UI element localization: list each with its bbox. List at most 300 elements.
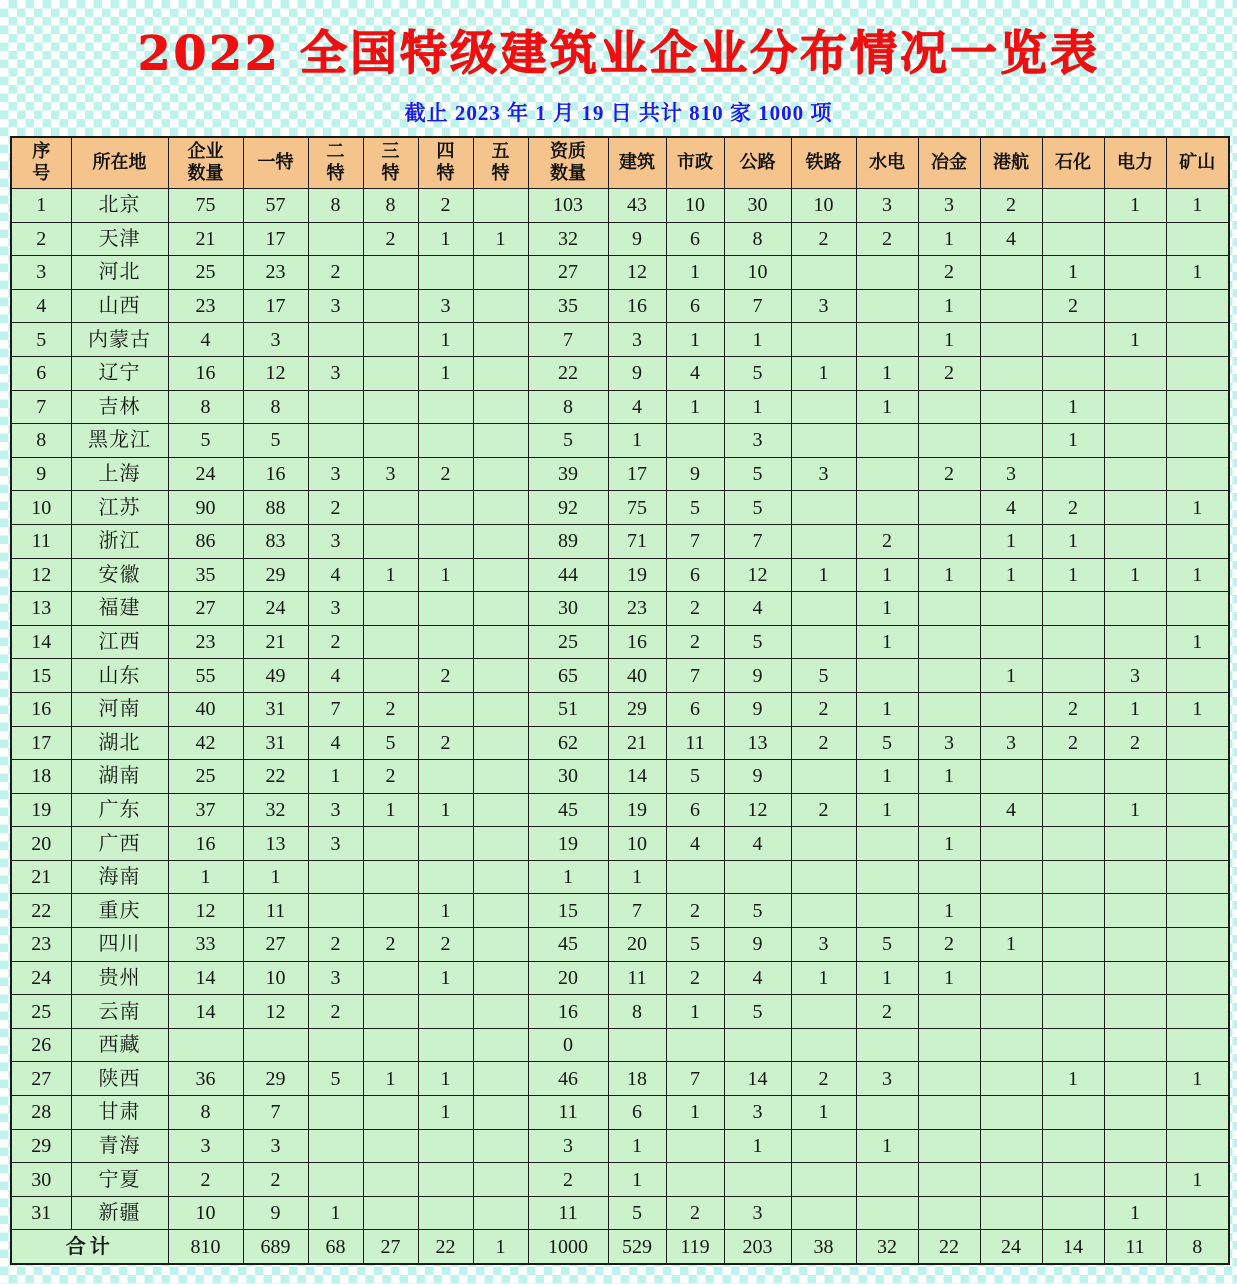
- column-header-qiye-shuliang: 企业 数量: [168, 137, 243, 189]
- cell-suozaidi: 海南: [71, 860, 168, 894]
- cell-yite: 3: [243, 1129, 308, 1163]
- cell-yejin: [918, 524, 980, 558]
- cell-ganghang: [980, 894, 1042, 928]
- cell-site: 2: [418, 659, 473, 693]
- cell-shihua: [1042, 928, 1104, 962]
- table-row: [11, 961, 1229, 995]
- cell-suozaidi: 湖南: [71, 760, 168, 794]
- cell-jianzhu: 20: [608, 928, 666, 962]
- total-cell-site: 22: [418, 1230, 473, 1264]
- column-header-jianzhu: 建筑: [608, 137, 666, 189]
- cell-suozaidi: 重庆: [71, 894, 168, 928]
- cell-jianzhu: 29: [608, 692, 666, 726]
- cell-qiye-shuliang: 8: [168, 390, 243, 424]
- cell-wute: [473, 1129, 528, 1163]
- cell-kuangshan: [1166, 356, 1229, 390]
- cell-dianli: [1104, 760, 1166, 794]
- cell-shuidian: [856, 256, 918, 290]
- cell-jianzhu: 9: [608, 222, 666, 256]
- cell-sante: [363, 1028, 418, 1062]
- column-header-shihua: 石化: [1042, 137, 1104, 189]
- column-header-site: 四 特: [418, 137, 473, 189]
- cell-gonglu: 7: [724, 289, 791, 323]
- cell-wute: [473, 692, 528, 726]
- cell-erte: 3: [308, 289, 363, 323]
- cell-yejin: [918, 1196, 980, 1230]
- cell-tielu: [791, 323, 856, 357]
- cell-erte: 3: [308, 793, 363, 827]
- cell-suozaidi: 广东: [71, 793, 168, 827]
- cell-qiye-shuliang: 16: [168, 356, 243, 390]
- cell-gonglu: 5: [724, 995, 791, 1029]
- cell-sante: 2: [363, 928, 418, 962]
- cell-wute: [473, 491, 528, 525]
- cell-suozaidi: 北京: [71, 189, 168, 223]
- cell-ganghang: 3: [980, 726, 1042, 760]
- cell-shihua: [1042, 457, 1104, 491]
- cell-wute: [473, 726, 528, 760]
- cell-dianli: [1104, 1163, 1166, 1197]
- cell-site: 2: [418, 928, 473, 962]
- cell-jianzhu: 14: [608, 760, 666, 794]
- cell-jianzhu: 18: [608, 1062, 666, 1096]
- cell-tielu: [791, 256, 856, 290]
- cell-shizheng: 7: [666, 524, 724, 558]
- cell-qiye-shuliang: 16: [168, 827, 243, 861]
- cell-yite: 57: [243, 189, 308, 223]
- cell-xuhao: 17: [11, 726, 71, 760]
- cell-tielu: [791, 827, 856, 861]
- cell-kuangshan: 1: [1166, 189, 1229, 223]
- cell-erte: 4: [308, 558, 363, 592]
- cell-sante: [363, 592, 418, 626]
- cell-wute: [473, 1163, 528, 1197]
- cell-shizheng: 10: [666, 189, 724, 223]
- cell-yejin: [918, 860, 980, 894]
- cell-zizhi-shuliang: 19: [528, 827, 608, 861]
- cell-jianzhu: 12: [608, 256, 666, 290]
- cell-yejin: [918, 1062, 980, 1096]
- cell-site: [418, 592, 473, 626]
- total-cell-qiye-shuliang: 810: [168, 1230, 243, 1264]
- cell-wute: [473, 524, 528, 558]
- cell-suozaidi: 西藏: [71, 1028, 168, 1062]
- cell-wute: [473, 659, 528, 693]
- cell-xuhao: 1: [11, 189, 71, 223]
- cell-shuidian: 2: [856, 995, 918, 1029]
- header-row: [11, 137, 1229, 189]
- cell-shihua: [1042, 1028, 1104, 1062]
- cell-tielu: [791, 860, 856, 894]
- cell-xuhao: 8: [11, 424, 71, 458]
- cell-dianli: 3: [1104, 659, 1166, 693]
- cell-zizhi-shuliang: 22: [528, 356, 608, 390]
- cell-shizheng: [666, 424, 724, 458]
- total-row: [11, 1230, 1229, 1264]
- cell-erte: 3: [308, 356, 363, 390]
- cell-suozaidi: 河南: [71, 692, 168, 726]
- cell-gonglu: [724, 860, 791, 894]
- cell-dianli: [1104, 928, 1166, 962]
- cell-tielu: 2: [791, 222, 856, 256]
- column-header-dianli: 电力: [1104, 137, 1166, 189]
- cell-shizheng: 6: [666, 222, 724, 256]
- cell-dianli: [1104, 1028, 1166, 1062]
- cell-zizhi-shuliang: 65: [528, 659, 608, 693]
- cell-zizhi-shuliang: 25: [528, 625, 608, 659]
- column-header-yejin: 冶金: [918, 137, 980, 189]
- cell-erte: 4: [308, 659, 363, 693]
- cell-jianzhu: 1: [608, 860, 666, 894]
- cell-suozaidi: 甘肃: [71, 1096, 168, 1130]
- table-row: [11, 424, 1229, 458]
- cell-sante: [363, 860, 418, 894]
- cell-qiye-shuliang: 27: [168, 592, 243, 626]
- cell-gonglu: 3: [724, 1096, 791, 1130]
- cell-site: 1: [418, 1062, 473, 1096]
- cell-yite: 3: [243, 323, 308, 357]
- cell-shuidian: 1: [856, 625, 918, 659]
- column-header-wute: 五 特: [473, 137, 528, 189]
- cell-kuangshan: [1166, 659, 1229, 693]
- cell-sante: [363, 1196, 418, 1230]
- cell-ganghang: 3: [980, 457, 1042, 491]
- cell-shihua: 1: [1042, 256, 1104, 290]
- cell-qiye-shuliang: 2: [168, 1163, 243, 1197]
- cell-sante: 1: [363, 1062, 418, 1096]
- cell-yite: 7: [243, 1096, 308, 1130]
- cell-shihua: 2: [1042, 726, 1104, 760]
- cell-shizheng: 5: [666, 928, 724, 962]
- cell-erte: 2: [308, 928, 363, 962]
- cell-site: 1: [418, 222, 473, 256]
- cell-site: [418, 1196, 473, 1230]
- cell-dianli: [1104, 625, 1166, 659]
- cell-zizhi-shuliang: 45: [528, 793, 608, 827]
- cell-qiye-shuliang: [168, 1028, 243, 1062]
- cell-suozaidi: 福建: [71, 592, 168, 626]
- cell-erte: 2: [308, 625, 363, 659]
- cell-yejin: 2: [918, 928, 980, 962]
- table-row: [11, 222, 1229, 256]
- cell-jianzhu: 1: [608, 1163, 666, 1197]
- cell-sante: [363, 961, 418, 995]
- cell-shihua: 2: [1042, 289, 1104, 323]
- cell-jianzhu: 21: [608, 726, 666, 760]
- cell-erte: 8: [308, 189, 363, 223]
- cell-shihua: 1: [1042, 424, 1104, 458]
- cell-site: 1: [418, 558, 473, 592]
- cell-kuangshan: 1: [1166, 256, 1229, 290]
- table-row: [11, 1196, 1229, 1230]
- table-row: [11, 894, 1229, 928]
- cell-kuangshan: [1166, 424, 1229, 458]
- cell-shizheng: 2: [666, 1196, 724, 1230]
- cell-sante: [363, 1096, 418, 1130]
- cell-zizhi-shuliang: 11: [528, 1096, 608, 1130]
- cell-gonglu: 1: [724, 390, 791, 424]
- column-header-tielu: 铁路: [791, 137, 856, 189]
- cell-site: 2: [418, 726, 473, 760]
- cell-erte: [308, 1028, 363, 1062]
- cell-tielu: [791, 995, 856, 1029]
- cell-shizheng: [666, 860, 724, 894]
- cell-shuidian: 1: [856, 390, 918, 424]
- cell-shizheng: 4: [666, 827, 724, 861]
- cell-zizhi-shuliang: 30: [528, 592, 608, 626]
- cell-shizheng: 9: [666, 457, 724, 491]
- cell-yejin: [918, 1163, 980, 1197]
- cell-sante: [363, 289, 418, 323]
- cell-suozaidi: 贵州: [71, 961, 168, 995]
- total-cell-shuidian: 32: [856, 1230, 918, 1264]
- table-row: [11, 524, 1229, 558]
- cell-kuangshan: [1166, 289, 1229, 323]
- cell-xuhao: 20: [11, 827, 71, 861]
- cell-tielu: 1: [791, 356, 856, 390]
- table-row: [11, 625, 1229, 659]
- cell-xuhao: 26: [11, 1028, 71, 1062]
- cell-jianzhu: 7: [608, 894, 666, 928]
- cell-yejin: [918, 424, 980, 458]
- cell-ganghang: [980, 995, 1042, 1029]
- table-row: [11, 1096, 1229, 1130]
- cell-shihua: [1042, 760, 1104, 794]
- cell-sante: 2: [363, 760, 418, 794]
- cell-kuangshan: [1166, 860, 1229, 894]
- cell-yejin: [918, 995, 980, 1029]
- cell-xuhao: 31: [11, 1196, 71, 1230]
- cell-sante: [363, 390, 418, 424]
- cell-gonglu: 3: [724, 1196, 791, 1230]
- cell-qiye-shuliang: 24: [168, 457, 243, 491]
- cell-ganghang: 1: [980, 524, 1042, 558]
- cell-qiye-shuliang: 14: [168, 995, 243, 1029]
- cell-tielu: [791, 524, 856, 558]
- cell-yite: 49: [243, 659, 308, 693]
- cell-qiye-shuliang: 21: [168, 222, 243, 256]
- cell-dianli: [1104, 457, 1166, 491]
- cell-yejin: [918, 491, 980, 525]
- cell-wute: [473, 1196, 528, 1230]
- total-cell-shizheng: 119: [666, 1230, 724, 1264]
- cell-qiye-shuliang: 33: [168, 928, 243, 962]
- cell-shihua: [1042, 189, 1104, 223]
- cell-site: [418, 524, 473, 558]
- cell-shihua: [1042, 860, 1104, 894]
- cell-kuangshan: [1166, 827, 1229, 861]
- cell-qiye-shuliang: 10: [168, 1196, 243, 1230]
- cell-xuhao: 21: [11, 860, 71, 894]
- table-row: [11, 457, 1229, 491]
- cell-ganghang: [980, 289, 1042, 323]
- cell-kuangshan: 1: [1166, 558, 1229, 592]
- cell-site: [418, 1028, 473, 1062]
- cell-xuhao: 13: [11, 592, 71, 626]
- cell-ganghang: [980, 961, 1042, 995]
- table-row: [11, 860, 1229, 894]
- cell-shuidian: 2: [856, 222, 918, 256]
- cell-sante: [363, 625, 418, 659]
- column-header-suozaidi: 所在地: [71, 137, 168, 189]
- column-header-gonglu: 公路: [724, 137, 791, 189]
- cell-shizheng: 1: [666, 995, 724, 1029]
- cell-site: 3: [418, 289, 473, 323]
- cell-site: [418, 860, 473, 894]
- total-cell-yite: 689: [243, 1230, 308, 1264]
- cell-sante: 1: [363, 793, 418, 827]
- cell-yite: 31: [243, 726, 308, 760]
- cell-kuangshan: [1166, 457, 1229, 491]
- cell-shihua: [1042, 625, 1104, 659]
- cell-gonglu: [724, 1028, 791, 1062]
- cell-sante: 3: [363, 457, 418, 491]
- cell-tielu: [791, 1163, 856, 1197]
- cell-suozaidi: 黑龙江: [71, 424, 168, 458]
- cell-jianzhu: 1: [608, 424, 666, 458]
- cell-yite: 2: [243, 1163, 308, 1197]
- cell-xuhao: 27: [11, 1062, 71, 1096]
- cell-dianli: 1: [1104, 1196, 1166, 1230]
- cell-site: [418, 1129, 473, 1163]
- cell-yite: 16: [243, 457, 308, 491]
- cell-zizhi-shuliang: 0: [528, 1028, 608, 1062]
- cell-kuangshan: [1166, 222, 1229, 256]
- cell-ganghang: [980, 390, 1042, 424]
- cell-xuhao: 19: [11, 793, 71, 827]
- cell-ganghang: [980, 1129, 1042, 1163]
- cell-zizhi-shuliang: 1: [528, 860, 608, 894]
- cell-xuhao: 14: [11, 625, 71, 659]
- cell-jianzhu: 75: [608, 491, 666, 525]
- cell-tielu: [791, 390, 856, 424]
- cell-zizhi-shuliang: 62: [528, 726, 608, 760]
- cell-jianzhu: 40: [608, 659, 666, 693]
- cell-wute: [473, 860, 528, 894]
- cell-sante: [363, 894, 418, 928]
- table-row: [11, 760, 1229, 794]
- cell-qiye-shuliang: 35: [168, 558, 243, 592]
- cell-zizhi-shuliang: 2: [528, 1163, 608, 1197]
- cell-wute: [473, 625, 528, 659]
- cell-yejin: 3: [918, 189, 980, 223]
- cell-erte: 1: [308, 1196, 363, 1230]
- cell-shihua: [1042, 995, 1104, 1029]
- cell-kuangshan: 1: [1166, 1062, 1229, 1096]
- cell-shuidian: 5: [856, 726, 918, 760]
- cell-ganghang: [980, 592, 1042, 626]
- cell-shizheng: [666, 1028, 724, 1062]
- cell-tielu: 3: [791, 289, 856, 323]
- cell-wute: [473, 457, 528, 491]
- cell-ganghang: 1: [980, 659, 1042, 693]
- cell-kuangshan: [1166, 524, 1229, 558]
- column-header-erte: 二 特: [308, 137, 363, 189]
- cell-zizhi-shuliang: 89: [528, 524, 608, 558]
- cell-gonglu: 10: [724, 256, 791, 290]
- cell-kuangshan: 1: [1166, 1163, 1229, 1197]
- cell-yite: 23: [243, 256, 308, 290]
- table-row: [11, 189, 1229, 223]
- cell-tielu: [791, 491, 856, 525]
- cell-shuidian: 5: [856, 928, 918, 962]
- cell-shihua: [1042, 356, 1104, 390]
- cell-dianli: [1104, 256, 1166, 290]
- cell-kuangshan: 1: [1166, 625, 1229, 659]
- cell-shizheng: 6: [666, 558, 724, 592]
- cell-sante: [363, 659, 418, 693]
- table-row: [11, 827, 1229, 861]
- cell-yejin: [918, 625, 980, 659]
- cell-dianli: [1104, 894, 1166, 928]
- cell-sante: [363, 323, 418, 357]
- cell-qiye-shuliang: 37: [168, 793, 243, 827]
- cell-yejin: [918, 659, 980, 693]
- cell-shihua: [1042, 659, 1104, 693]
- cell-yejin: [918, 692, 980, 726]
- cell-tielu: 1: [791, 1096, 856, 1130]
- cell-ganghang: [980, 356, 1042, 390]
- cell-gonglu: 4: [724, 961, 791, 995]
- cell-yejin: 1: [918, 894, 980, 928]
- cell-yejin: 1: [918, 323, 980, 357]
- total-cell-dianli: 11: [1104, 1230, 1166, 1264]
- cell-tielu: 10: [791, 189, 856, 223]
- cell-shuidian: 1: [856, 558, 918, 592]
- cell-yejin: 3: [918, 726, 980, 760]
- cell-kuangshan: [1166, 1096, 1229, 1130]
- cell-site: 1: [418, 1096, 473, 1130]
- cell-erte: 2: [308, 256, 363, 290]
- cell-zizhi-shuliang: 45: [528, 928, 608, 962]
- cell-gonglu: 14: [724, 1062, 791, 1096]
- total-cell-kuangshan: 8: [1166, 1230, 1229, 1264]
- cell-suozaidi: 浙江: [71, 524, 168, 558]
- cell-jianzhu: [608, 1028, 666, 1062]
- cell-sante: [363, 995, 418, 1029]
- cell-qiye-shuliang: 55: [168, 659, 243, 693]
- cell-suozaidi: 青海: [71, 1129, 168, 1163]
- cell-xuhao: 18: [11, 760, 71, 794]
- cell-shuidian: 2: [856, 524, 918, 558]
- cell-zizhi-shuliang: 35: [528, 289, 608, 323]
- cell-shizheng: 1: [666, 390, 724, 424]
- cell-yite: 22: [243, 760, 308, 794]
- cell-yejin: 2: [918, 457, 980, 491]
- cell-qiye-shuliang: 90: [168, 491, 243, 525]
- cell-suozaidi: 天津: [71, 222, 168, 256]
- cell-site: [418, 256, 473, 290]
- cell-shizheng: 6: [666, 289, 724, 323]
- cell-wute: [473, 356, 528, 390]
- cell-gonglu: 9: [724, 692, 791, 726]
- cell-suozaidi: 广西: [71, 827, 168, 861]
- cell-suozaidi: 吉林: [71, 390, 168, 424]
- cell-qiye-shuliang: 40: [168, 692, 243, 726]
- cell-tielu: [791, 424, 856, 458]
- cell-shuidian: 1: [856, 760, 918, 794]
- cell-yite: 8: [243, 390, 308, 424]
- column-header-shizheng: 市政: [666, 137, 724, 189]
- total-cell-tielu: 38: [791, 1230, 856, 1264]
- table-row: [11, 793, 1229, 827]
- cell-ganghang: [980, 424, 1042, 458]
- cell-shuidian: 3: [856, 189, 918, 223]
- cell-xuhao: 30: [11, 1163, 71, 1197]
- cell-erte: 1: [308, 760, 363, 794]
- cell-dianli: [1104, 524, 1166, 558]
- cell-xuhao: 25: [11, 995, 71, 1029]
